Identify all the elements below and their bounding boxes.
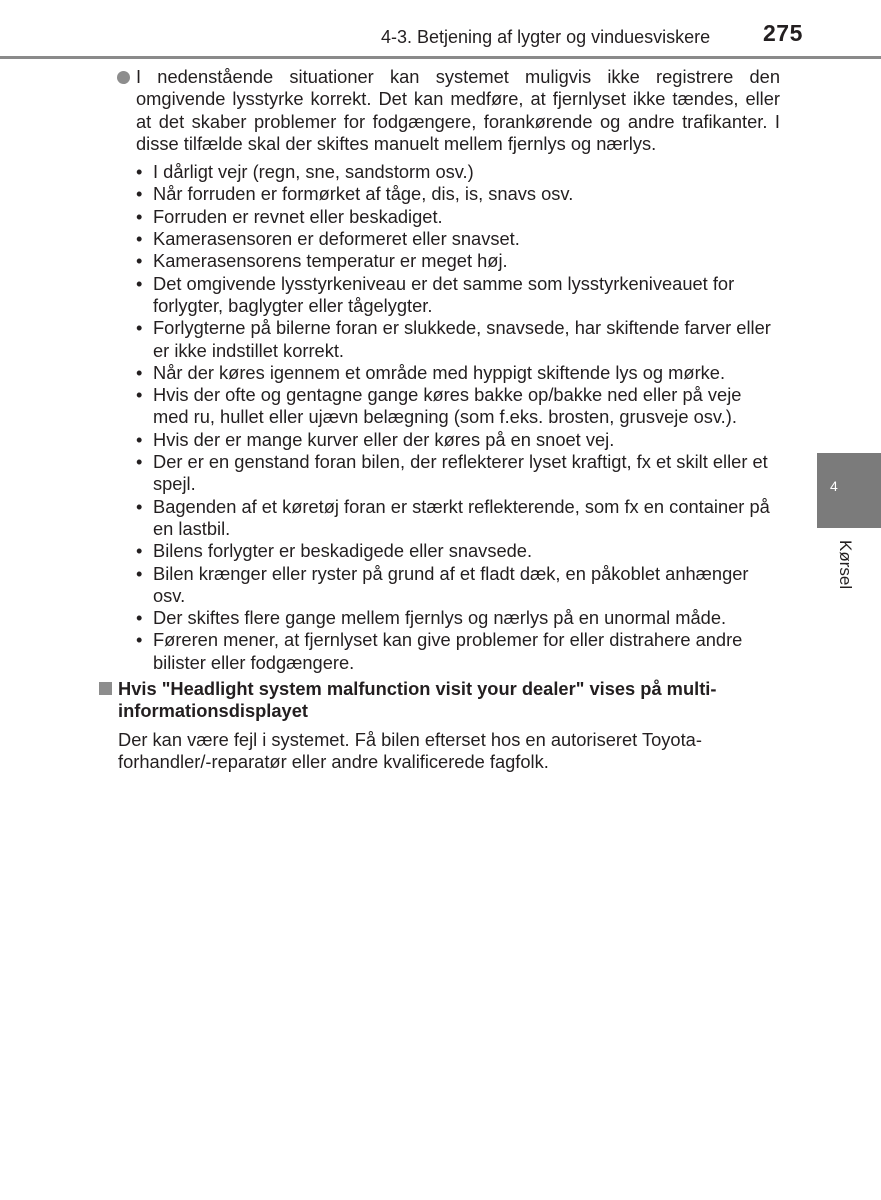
list-item: • Kamerasensorens temperatur er meget høj. (116, 250, 780, 272)
note-paragraph (116, 66, 780, 155)
list-item: • Når forruden er formørket af tåge, dis, is, snavs osv. (116, 183, 780, 205)
list-item: • Føreren mener, at fjernlyset kan give problemer for eller distrahere andre bilister eller fodgængere. (116, 629, 780, 674)
list-item: • Bilens forlygter er beskadigede eller snavsede. (116, 540, 780, 562)
header-divider (0, 56, 881, 59)
page-content (116, 66, 780, 773)
list-item: • Det omgivende lysstyrkeniveau er det samme som lysstyrkeniveauet for forlygter, baglygter eller tågelygter. (116, 273, 780, 318)
list-item: • Der skiftes flere gange mellem fjernlys og nærlys på en unormal måde. (116, 607, 780, 629)
list-item: • Hvis der er mange kurver eller der køres på en snoet vej. (116, 429, 780, 451)
list-item: • Når der køres igennem et område med hyppigt skiftende lys og mørke. (116, 362, 780, 384)
list-item: • Bilen krænger eller ryster på grund af et fladt dæk, en påkoblet anhænger osv. (116, 563, 780, 608)
condition-list (116, 161, 780, 674)
list-item: • Der er en genstand foran bilen, der reflekterer lyset kraftigt, fx et skilt eller et spejl. (116, 451, 780, 496)
chapter-label: Kørsel (836, 540, 855, 590)
square-bullet-icon (99, 682, 112, 695)
list-item: • Bagenden af et køretøj foran er stærkt reflekterende, som fx en container på en lastbil. (116, 496, 780, 541)
list-item: • Kamerasensoren er deformeret eller snavset. (116, 228, 780, 250)
list-item: • Forlygterne på bilerne foran er slukkede, snavsede, har skiftende farver eller er ikke indstillet korrekt. (116, 317, 780, 362)
section-body: Der kan være fejl i systemet. Få bilen efterset hos en autoriseret Toyota-forhandler/-reparatør eller andre kvalificerede fagfolk. (118, 728, 702, 772)
section-title: 4-3. Betjening af lygter og vinduesviskere (381, 27, 711, 47)
chapter-tab (817, 453, 881, 528)
page-number: 275 (763, 20, 803, 46)
circle-bullet-icon (117, 71, 130, 84)
section-heading (116, 678, 780, 723)
list-item: • Forruden er revnet eller beskadiget. (116, 206, 780, 228)
list-item: • I dårligt vejr (regn, sne, sandstorm osv.) (116, 161, 780, 183)
note-text: I nedenstående situationer kan systemet muligvis ikke registrere den omgivende lysstyrke korrekt. Det kan medføre, at fjernlyset ikke tændes, eller at det skaber problemer for fodgængere, forankørende og andre trafikanter. I disse tilfælde skal der skiftes manuelt mellem fjernlys og nærlys. (136, 66, 780, 154)
chapter-number: 4 (830, 478, 838, 494)
list-item: • Hvis der ofte og gentagne gange køres bakke op/bakke ned eller på veje med ru, hullet eller ujævn belægning (som f.eks. brosten, grusveje osv.). (116, 384, 780, 429)
section-heading-text: Hvis "Headlight system malfunction visit your dealer" vises på multi-informationsdisplayet (118, 678, 717, 722)
